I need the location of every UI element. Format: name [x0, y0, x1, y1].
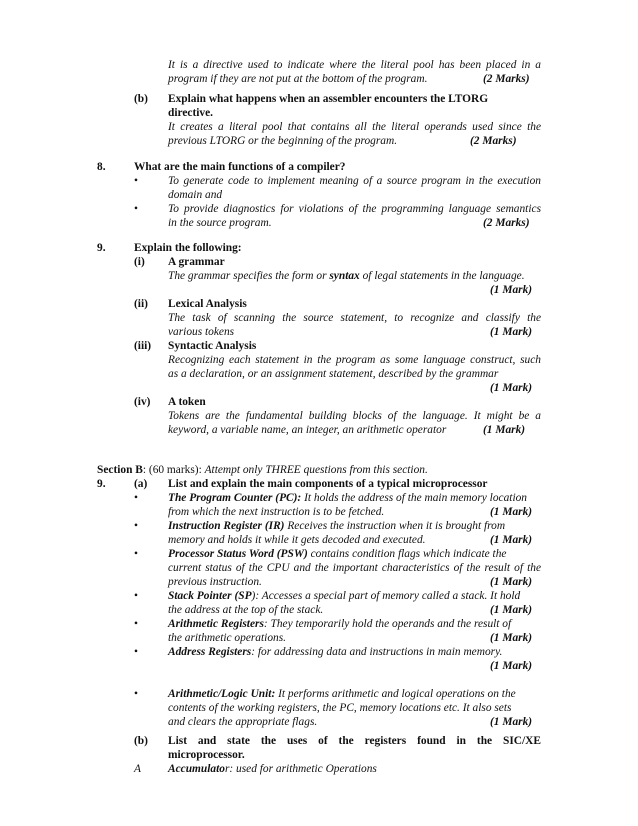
question-title: Explain what happens when an assembler encounters the LTORG: [168, 93, 489, 105]
answer-text: current status of the CPU and the important characteristics of the result of the: [168, 562, 541, 574]
answer-text: [168, 519, 505, 534]
marks: (1 Mark): [490, 632, 533, 644]
answer-text: memory and holds it while it gets decoded and executed.: [168, 534, 426, 546]
marks: (1 Mark): [483, 424, 526, 436]
term: Accumulato: [168, 763, 225, 775]
marks: (1 Mark): [490, 716, 533, 728]
answer-text: [168, 645, 502, 660]
answer-text: of legal statements in the language.: [359, 270, 525, 282]
answer-text: To provide diagnostics for violations of the programming language semantics: [168, 203, 541, 215]
answer-text: various tokens: [168, 326, 235, 338]
answer-text: Tokens are the fundamental building blocks of the language. It might be a: [168, 410, 541, 422]
term: The Program Counter (PC):: [168, 492, 302, 504]
bullet-icon: •: [134, 688, 138, 700]
answer-text: The task of scanning the source statement, to recognize and classify the: [168, 312, 541, 324]
answer-text: from which the next instruction is to be fetched.: [168, 506, 385, 518]
marks: (1 Mark): [490, 604, 533, 616]
question-title: directive.: [168, 107, 214, 119]
answer-text: the arithmetic operations.: [168, 632, 287, 644]
answer-text: domain and: [168, 189, 223, 201]
question-title: List and explain the main components of a typical microprocessor: [168, 478, 488, 490]
answer-text: as a declaration, or an assignment statement, described by the grammar: [168, 368, 499, 380]
answer-text: The grammar specifies the form or: [168, 270, 330, 282]
answer-text: Receives the instruction when it is brought from: [284, 520, 506, 532]
sub-title: Lexical Analysis: [168, 298, 247, 310]
part-label: (iii): [134, 340, 152, 352]
term: Arithmetic/Logic Unit:: [168, 688, 276, 700]
answer-text: contents of the working registers, the PC, memory locations etc. It also sets: [168, 702, 512, 714]
answer-text: contains condition flags which indicate the: [307, 548, 507, 560]
section-label: Section B: [97, 464, 143, 476]
section-heading: [97, 463, 428, 478]
answer-text: in the source program.: [168, 217, 272, 229]
answer-text: It creates a literal pool that contains all the literal operands used since the: [168, 121, 541, 133]
keyword: syntax: [329, 270, 360, 282]
part-label: (iv): [134, 396, 151, 408]
marks: (1 Mark): [490, 326, 533, 338]
term: Arithmetic Registers: [168, 618, 264, 630]
answer-text: previous LTORG or the beginning of the program.: [168, 135, 398, 147]
part-label: (a): [134, 478, 148, 490]
answer-text: [168, 589, 520, 604]
term: Stack Pointer (SP: [168, 590, 252, 602]
part-label: (ii): [134, 298, 148, 310]
question-number: 9.: [97, 242, 106, 254]
question-title: Explain the following:: [134, 242, 242, 254]
marks: (1 Mark): [490, 534, 533, 546]
answer-text: : for addressing data and instructions in main memory.: [251, 646, 503, 658]
term: Instruction Register (IR): [168, 520, 285, 532]
marks: (1 Mark): [490, 506, 533, 518]
answer-text: and clears the appropriate flags.: [168, 716, 318, 728]
sub-title: A grammar: [168, 256, 225, 268]
bullet-icon: •: [134, 646, 138, 658]
answer-text: [168, 762, 377, 777]
marks: (1 Mark): [490, 576, 533, 588]
answer-text: It holds the address of the main memory location: [301, 492, 528, 504]
question-number: 8.: [97, 161, 106, 173]
answer-text: keyword, a variable name, an integer, an arithmetic operator: [168, 424, 447, 436]
bullet-icon: •: [134, 590, 138, 602]
answer-text: To generate code to implement meaning of a source program in the execution: [168, 175, 541, 187]
marks: (2 Marks): [483, 73, 530, 85]
sub-title: A token: [168, 396, 206, 408]
bullet-icon: •: [134, 618, 138, 630]
section-marks: : (60 marks):: [142, 464, 205, 476]
part-label: (b): [134, 93, 148, 105]
answer-text: [168, 617, 511, 632]
question-number: 9.: [97, 478, 106, 490]
part-label: (b): [134, 735, 148, 747]
sub-title: Syntactic Analysis: [168, 340, 257, 352]
answer-text: : They temporarily hold the operands and the result of: [263, 618, 512, 630]
bullet-icon: •: [134, 203, 138, 215]
register-label: A: [134, 763, 141, 775]
question-title: What are the main functions of a compiler?: [134, 161, 346, 173]
term: Processor Status Word (PSW): [168, 548, 308, 560]
marks: (2 Marks): [483, 217, 530, 229]
answer-text: the address at the top of the stack.: [168, 604, 324, 616]
answer-text: It is a directive used to indicate where the literal pool has been placed in a: [168, 59, 541, 71]
marks: (1 Mark): [490, 660, 533, 672]
answer-text: [168, 269, 525, 284]
answer-text: It performs arithmetic and logical operations on the: [275, 688, 516, 700]
answer-text: ): Accesses a special part of memory called a stack. It hold: [251, 590, 521, 602]
question-title: microprocessor.: [168, 749, 245, 761]
question-title: List and state the uses of the registers found in the SIC/XE: [168, 735, 541, 747]
bullet-icon: •: [134, 520, 138, 532]
answer-text: previous instruction.: [168, 576, 262, 588]
term: Address Registers: [168, 646, 252, 658]
answer-text: r: used for arithmetic Operations: [224, 763, 377, 775]
answer-text: program if they are not put at the bottom of the program.: [168, 73, 428, 85]
marks: (2 Marks): [470, 135, 517, 147]
bullet-icon: •: [134, 175, 138, 187]
part-label: (i): [134, 256, 145, 268]
answer-text: [168, 687, 516, 702]
bullet-icon: •: [134, 548, 138, 560]
answer-text: [168, 547, 506, 562]
answer-text: [168, 491, 527, 506]
section-instruction: Attempt only THREE questions from this section.: [204, 464, 428, 476]
marks: (1 Mark): [490, 284, 533, 296]
answer-text: Recognizing each statement in the program as some language construct, such: [168, 354, 541, 366]
marks: (1 Mark): [490, 382, 533, 394]
bullet-icon: •: [134, 492, 138, 504]
